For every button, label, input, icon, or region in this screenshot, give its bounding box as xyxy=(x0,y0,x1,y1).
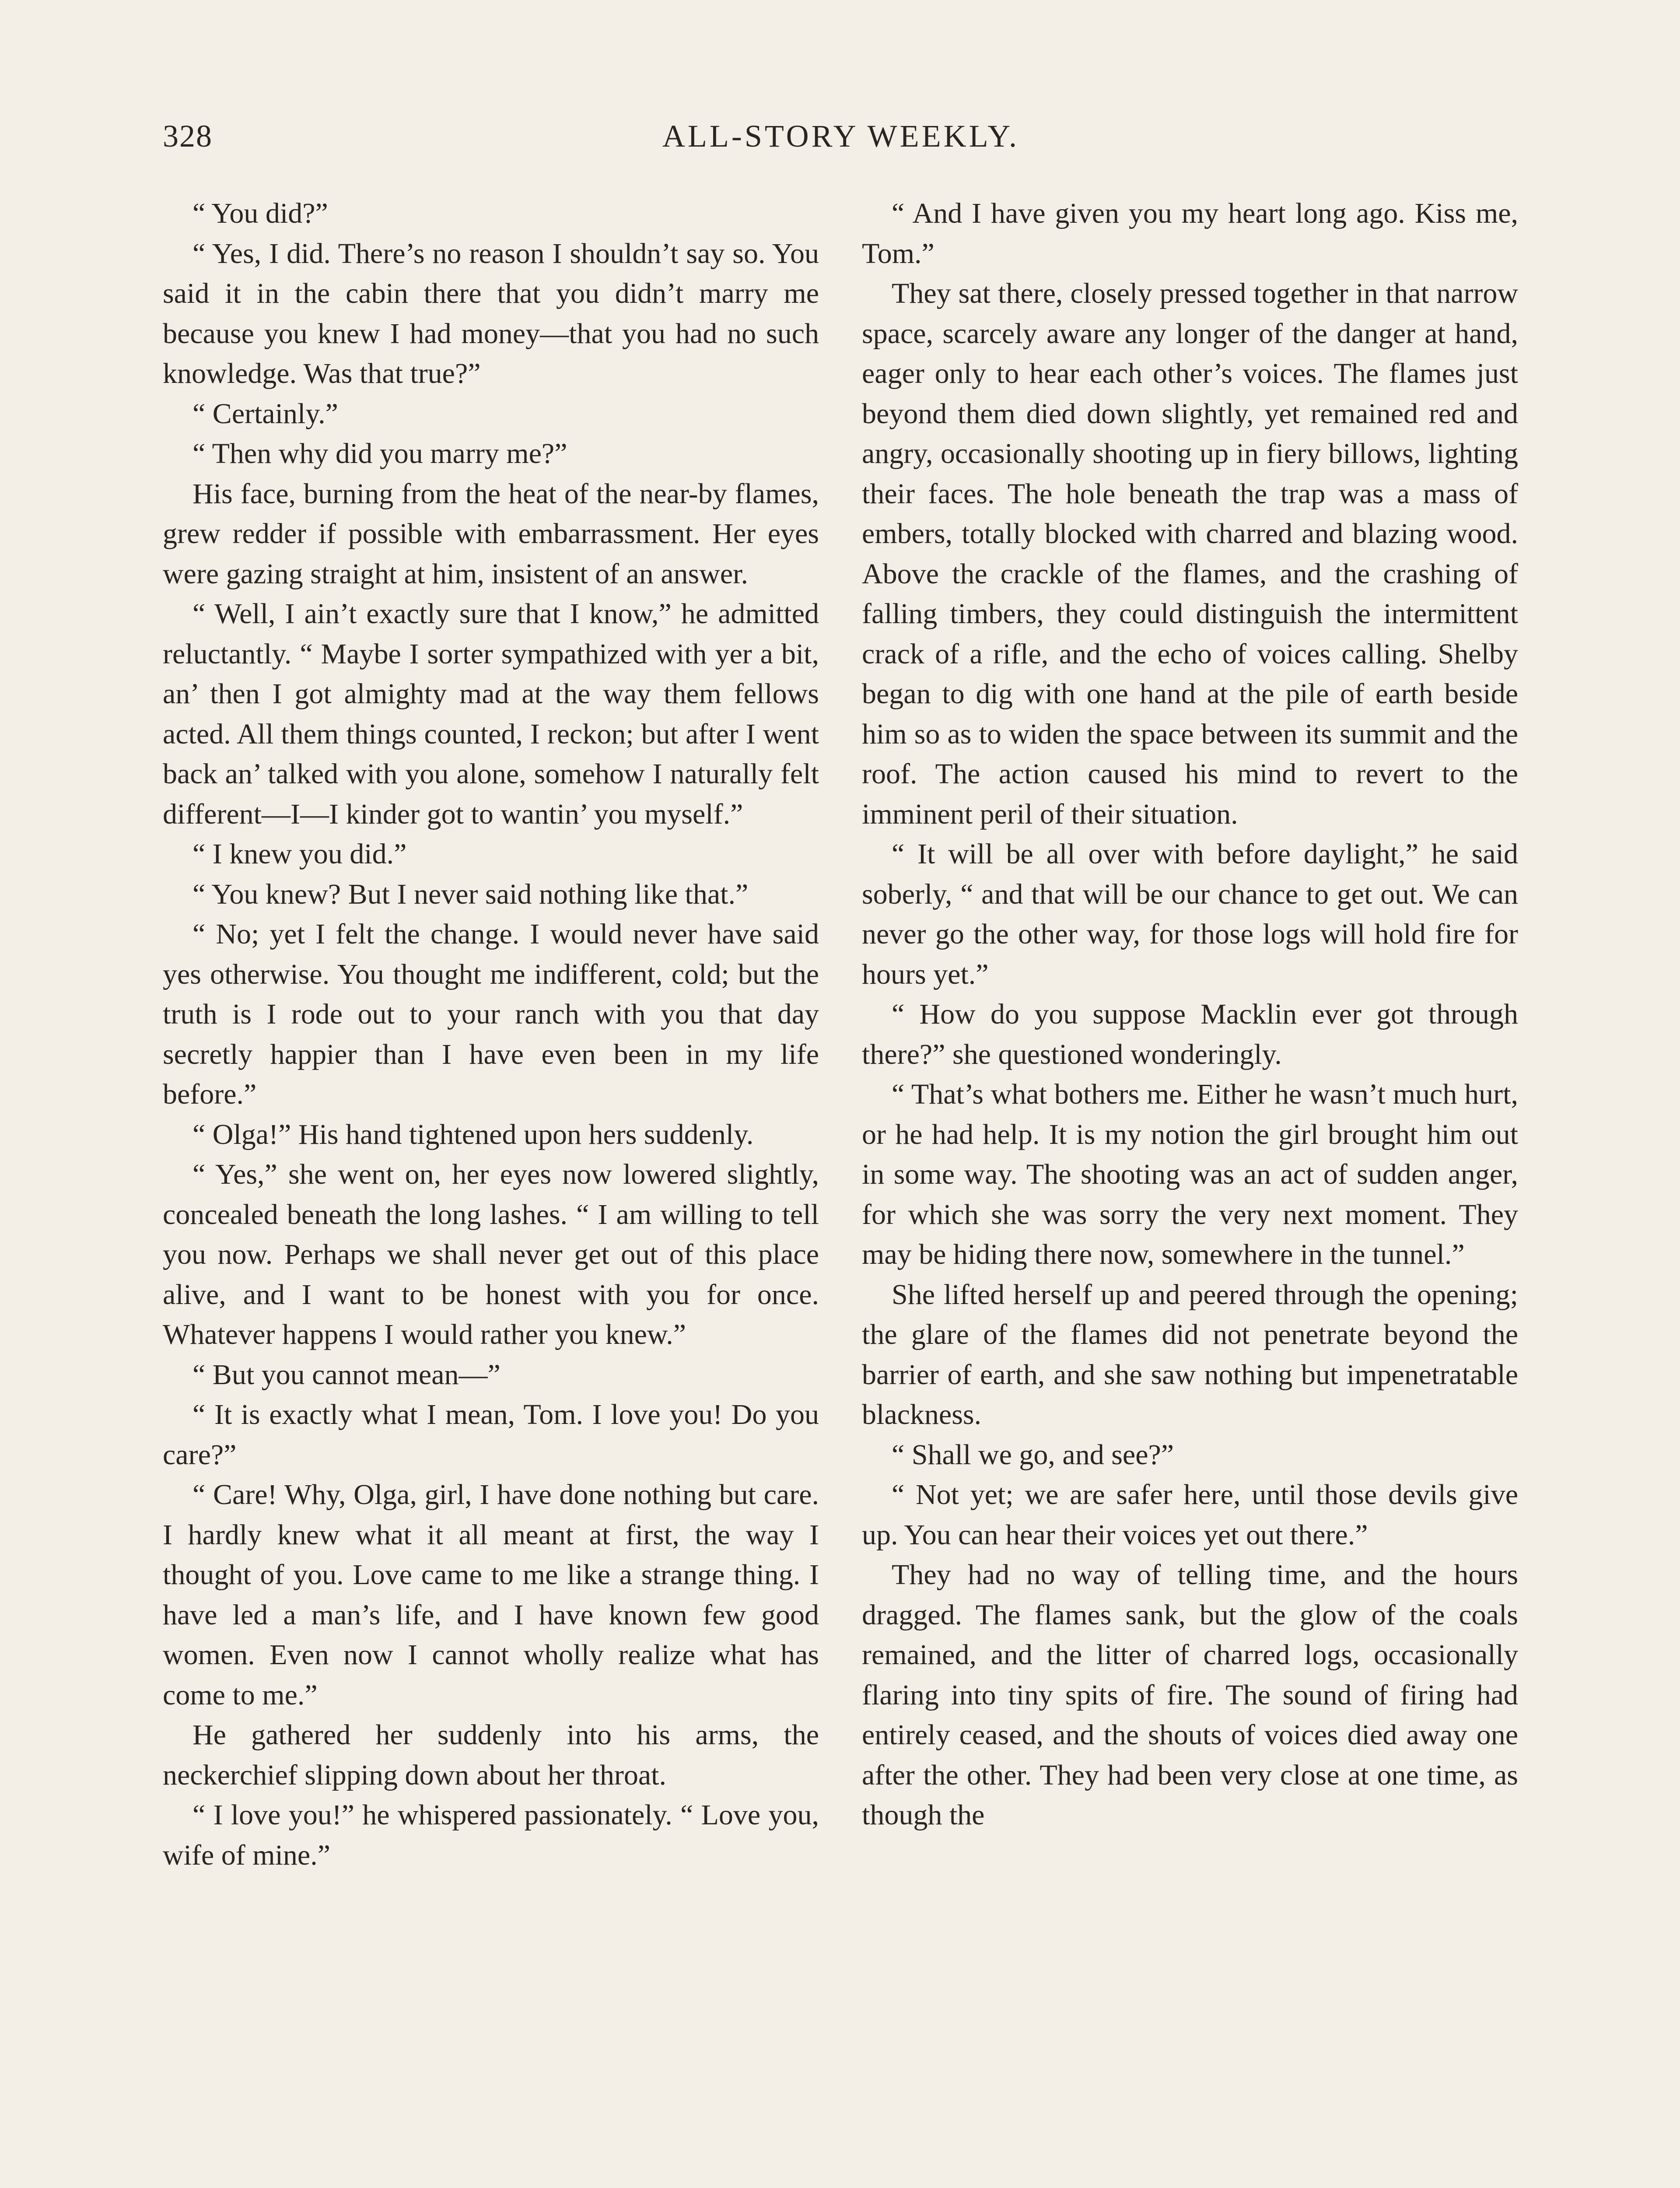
paragraph: “ That’s what bothers me. Either he wasn’t much hurt, or he had help. It is my notion the girl brought him out in some way. The shooting was an act of sudden anger, for which she was sorry the very next moment. They may be hiding there now, somewhere in the tunnel.” xyxy=(862,1078,1518,1270)
paragraph: “ But you cannot mean—” xyxy=(192,1358,500,1391)
paragraph: “ Certainly.” xyxy=(192,397,338,430)
paragraph: “ It will be all over with before daylight,” he said soberly, “ and that will be our chance to get out. We can never go the other way, for those logs will hold fire for hours yet.” xyxy=(862,838,1518,990)
paragraph: “ Well, I ain’t exactly sure that I know,” he admitted reluctantly. “ Maybe I sorter sympathized with yer a bit, an’ then I got almighty mad at the way them fellows acted. All them things counted, I reckon; but after I went back an’ talked with you alone, somehow I naturally felt different—I—I kinder got to wantin’ you myself.” xyxy=(163,598,819,830)
paragraph: “ Not yet; we are safer here, until those devils give up. You can hear their voices yet out there.” xyxy=(862,1479,1518,1551)
running-title: ALL-STORY WEEKLY. xyxy=(662,119,1020,154)
paragraph: “ You did?” xyxy=(192,197,328,229)
paragraph: “ Care! Why, Olga, girl, I have done nothing but care. I hardly knew what it all meant at first, the way I thought of you. Love came to me like a strange thing. I have led a man’s life, and I have known few good women. Even now I cannot wholly realize what has come to me.” xyxy=(163,1479,819,1711)
page-header xyxy=(163,118,1519,166)
paragraph: “ How do you suppose Macklin ever got through there?” she questioned wonderingly. xyxy=(862,998,1518,1070)
paragraph: “ Then why did you marry me?” xyxy=(192,438,567,470)
paragraph: They sat there, closely pressed together in that narrow space, scarcely aware any longer of the danger at hand, eager only to hear each other’s voices. The flames just beyond them died down slightly, yet remained red and angry, occasionally shooting up in fiery billows, lighting their faces. The hole beneath the trap was a mass of embers, totally blocked with charred and blazing wood. Above the crackle of the flames, and the crashing of falling timbers, they could distinguish the intermittent crack of a rifle, and the echo of voices calling. Shelby began to dig with one hand at the pile of earth beside him so as to widen the space between its summit and the roof. The action caused his mind to revert to the imminent peril of their situation. xyxy=(862,277,1518,830)
paragraph: “ Yes, I did. There’s no reason I shouldn’t say so. You said it in the cabin there that you didn’t marry me because you knew I had money—that you had no such knowledge. Was that true?” xyxy=(163,237,819,389)
paragraph: “ No; yet I felt the change. I would never have said yes otherwise. You thought me indifferent, cold; but the truth is I rode out to your ranch with you that day secretly happier than I have even been in my life before.” xyxy=(163,918,819,1110)
paragraph: “ You knew? But I never said nothing like that.” xyxy=(192,878,749,910)
paragraph: “ It is exactly what I mean, Tom. I love you! Do you care?” xyxy=(163,1399,819,1471)
paragraph: “ I knew you did.” xyxy=(192,838,407,870)
paragraph: “ I love you!” he whispered passionately. “ Love you, wife of mine.” xyxy=(163,1799,819,1871)
paragraph: His face, burning from the heat of the near-by flames, grew redder if possible with embarrassment. Her eyes were gazing straight at him, insistent of an answer. xyxy=(163,477,819,590)
page-number: 328 xyxy=(163,119,213,154)
paragraph: “ Olga!” His hand tightened upon hers suddenly. xyxy=(192,1118,754,1150)
left-column xyxy=(163,193,819,1875)
paragraph: They had no way of telling time, and the hours dragged. The flames sank, but the glow of the coals remained, and the litter of charred logs, occasionally flaring into tiny spits of fire. The sound of firing had entirely ceased, and the shouts of voices died away one after the other. They had been very close at one time, as though the xyxy=(862,1559,1518,1831)
paragraph: He gathered her suddenly into his arms, the neckerchief slipping down about her throat. xyxy=(163,1719,819,1791)
paragraph: “ Shall we go, and see?” xyxy=(892,1438,1174,1471)
right-column xyxy=(862,193,1518,1835)
paragraph: She lifted herself up and peered through the opening; the glare of the flames did not penetrate beyond the barrier of earth, and she saw nothing but impenetratable blackness. xyxy=(862,1278,1518,1431)
paragraph: “ And I have given you my heart long ago. Kiss me, Tom.” xyxy=(862,197,1518,270)
paragraph: “ Yes,” she went on, her eyes now lowered slightly, concealed beneath the long lashes. “ I am willing to tell you now. Perhaps we shall never get out of this place alive, and I want to be honest with you for once. Whatever happens I would rather you knew.” xyxy=(163,1158,819,1350)
